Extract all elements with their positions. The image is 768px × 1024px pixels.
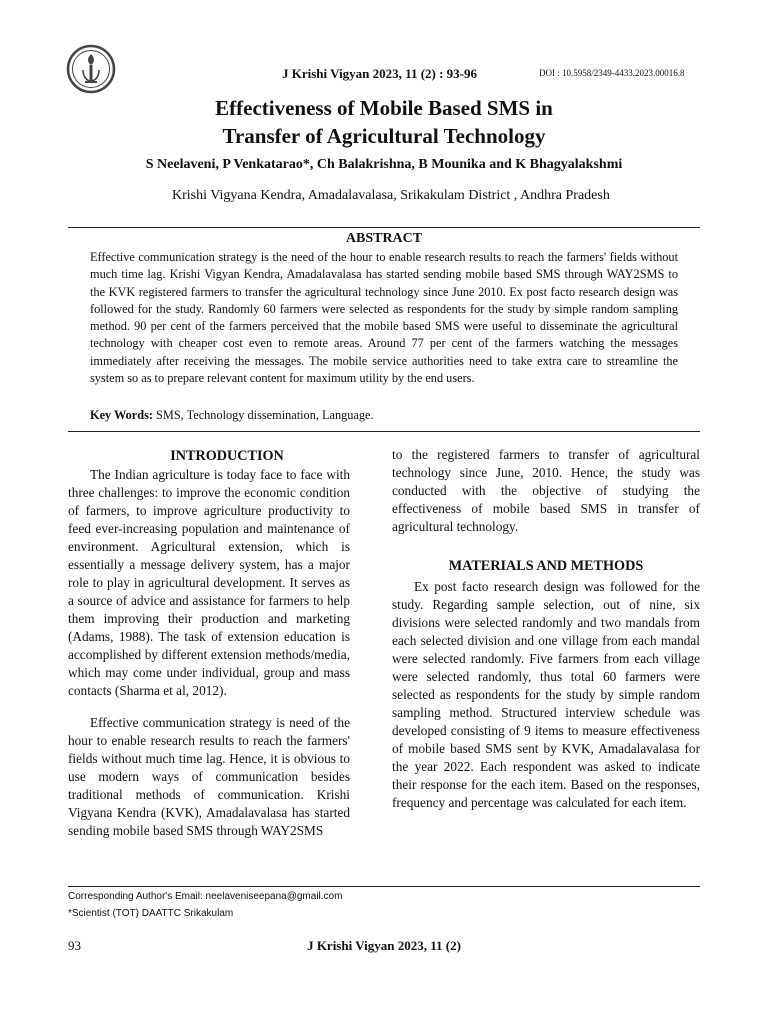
divider-abstract [68, 431, 700, 432]
keywords-text: SMS, Technology dissemination, Language. [152, 408, 374, 422]
divider-top [68, 227, 700, 228]
introduction-heading: INTRODUCTION [170, 448, 284, 464]
keywords [90, 408, 374, 423]
author-list: S Neelaveni, P Venkatarao*, Ch Balakrishna, B Mounika and K Bhagyalakshmi [145, 157, 623, 172]
paper-title [0, 94, 768, 150]
methods-paragraph-1: Ex post facto research design was followed for the study. Regarding sample selection, out of nine, six divisions were selected randomly and two mandals from each selected division and one village from each mandal were selected randomly. Five farmers from each village were selected randomly, thus total 60 farmers were selected as respondents for the study by simple random sampling method. Structured interview schedule was developed consisting of 9 items to measure effectiveness of mobile based SMS sent by KVK, Amadalavalasa for the year 2022. Each respondent was asked to indicate their response for the each item. Based on the responses, frequency and percentage was calculated for each item. [392, 579, 700, 810]
keywords-label: Key Words: [90, 408, 153, 422]
page-number: 93 [68, 938, 81, 953]
scientist-note: *Scientist (TOT) DAATTC Srikakulam [68, 908, 234, 919]
abstract-body [90, 249, 678, 387]
affiliation: Krishi Vigyana Kendra, Amadalavalasa, Srikakulam District , Andhra Pradesh [172, 188, 610, 203]
journal-citation: J Krishi Vigyan 2023, 11 (2) : 93-96 [282, 66, 478, 81]
title-line-2: Transfer of Agricultural Technology [222, 124, 546, 148]
methods-column [392, 578, 700, 812]
abstract-heading: ABSTRACT [345, 231, 423, 246]
introduction-paragraph-2: Effective communication strategy is need of the hour to enable research results to reach the farmers' fields without much time lag. Hence, it is obvious to use modern ways of communication besides traditional methods of communication. Krishi Vigyana Kendra (KVK), Amadalavalasa has started sending mobile based SMS through WAY2SMS [68, 715, 350, 838]
introduction-paragraph-1: The Indian agriculture is today face to face with three challenges: to improve the economic condition of farmers, to improve agriculture productivity to feed ever-increasing population and maintenance of environment. Agricultural extension, which is essentially a message delivery system, has a major role to play in agricultural development. It serves as a source of advice and assistance for farmers to help them improving their production and marketing (Adams, 1988). The task of extension education is accomplished by different extension methods/media, which may come under individual, group and mass contacts (Sharma et al, 2012). [68, 467, 350, 698]
doi-link[interactable]: DOI : 10.5958/2349-4433.2023.00016.8 [539, 68, 685, 78]
author-email: Corresponding Author's Email: neelaveniseepana@gmail.com [68, 891, 343, 902]
abstract-text: Effective communication strategy is the need of the hour to enable research results to reach the farmers' fields without much time lag. Krishi Vigyan Kendra, Amadalavalasa has started sending mobile based SMS through WAY2SMS to the KVK registered farmers to transfer the agricultural technology since June 2010. Ex post facto research design was followed for the study. Randomly 60 farmers were selected as respondents for the study by simple random sampling method. 90 per cent of the farmers perceived that the mobile based SMS were useful to disseminate the agricultural technology with cheaper cost even to remote areas. Around 77 per cent of the farmers watching the messages immediately after receiving the messages. The mobile service authorities need to take extra care to streamline the system so as to prepare relevant content for maximum utility by the end users. [90, 250, 678, 386]
footer-journal: J Krishi Vigyan 2023, 11 (2) [307, 938, 461, 953]
introduction-column [68, 466, 350, 840]
divider-footnotes [68, 886, 700, 887]
introduction-paragraph-3: to the registered farmers to transfer of agricultural technology since June, 2010. Hence, the study was conducted with the objective of studying the effectiveness of mobile based SMS in transfer of agricultural technology. [392, 447, 700, 534]
journal-logo-icon [66, 44, 116, 94]
methods-heading: MATERIALS AND METHODS [448, 558, 644, 574]
introduction-continued [392, 446, 700, 536]
title-line-1: Effectiveness of Mobile Based SMS in [215, 96, 553, 120]
